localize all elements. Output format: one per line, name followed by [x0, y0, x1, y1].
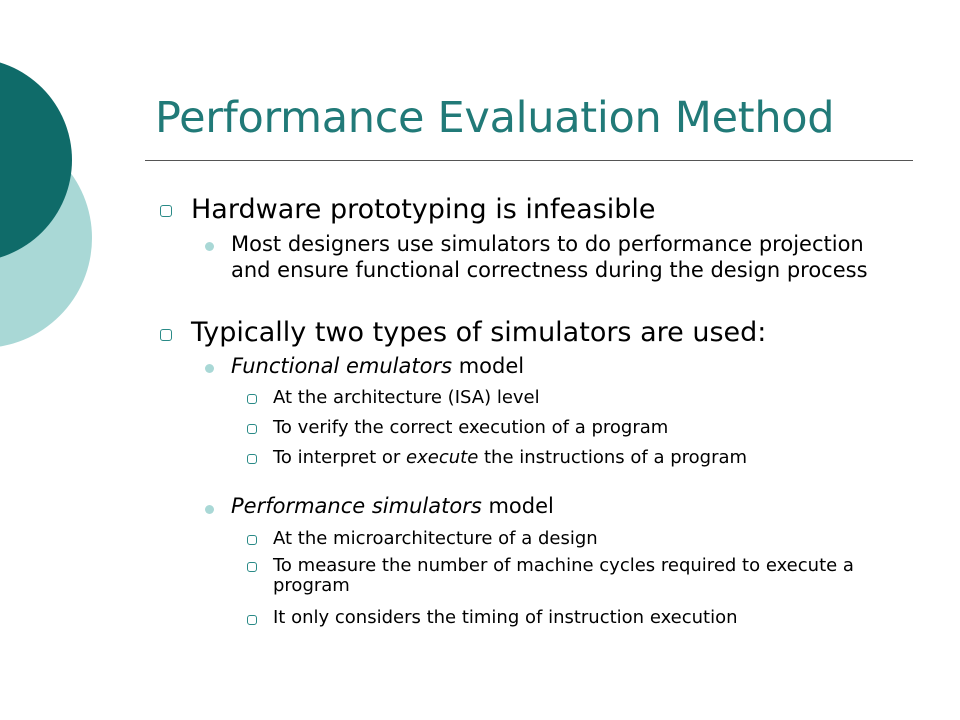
functional-emulators-term: Functional emulators — [231, 354, 453, 378]
bullet-hardware-prototyping: Hardware prototyping is infeasible — [191, 194, 656, 225]
square-bullet-icon — [160, 205, 172, 217]
execute-term: execute — [406, 447, 479, 468]
bullet-verify-execution: To verify the correct execution of a program — [273, 417, 669, 438]
dot-bullet-icon — [205, 364, 214, 373]
bullet-two-types: Typically two types of simulators are used: — [191, 317, 767, 348]
square-bullet-icon — [160, 329, 172, 341]
bullet-interpret-execute: To interpret or execute the instructions of a program — [273, 447, 748, 468]
bullet-microarchitecture: At the microarchitecture of a design — [273, 528, 598, 549]
dot-bullet-icon — [205, 505, 214, 514]
bullet-timing-only: It only considers the timing of instruction execution — [273, 607, 738, 628]
title-divider — [145, 160, 913, 161]
bullet-isa-level: At the architecture (ISA) level — [273, 387, 540, 408]
performance-simulators-term: Performance simulators — [231, 494, 482, 518]
square-bullet-icon — [247, 394, 257, 404]
slide-title: Performance Evaluation Method — [155, 93, 835, 143]
square-bullet-icon — [247, 424, 257, 434]
decorative-circles — [0, 0, 140, 400]
bullet-functional-emulators: Functional emulators model — [231, 354, 525, 378]
bullet-machine-cycles: To measure the number of machine cycles required to execute a program — [273, 555, 854, 596]
bullet-performance-simulators: Performance simulators model — [231, 494, 554, 518]
bullet-simulators-usage: Most designers use simulators to do performance projection and ensure functional correctness during the design process — [231, 232, 868, 282]
square-bullet-icon — [247, 454, 257, 464]
square-bullet-icon — [247, 535, 257, 545]
dot-bullet-icon — [205, 242, 214, 251]
square-bullet-icon — [247, 615, 257, 625]
square-bullet-icon — [247, 562, 257, 572]
